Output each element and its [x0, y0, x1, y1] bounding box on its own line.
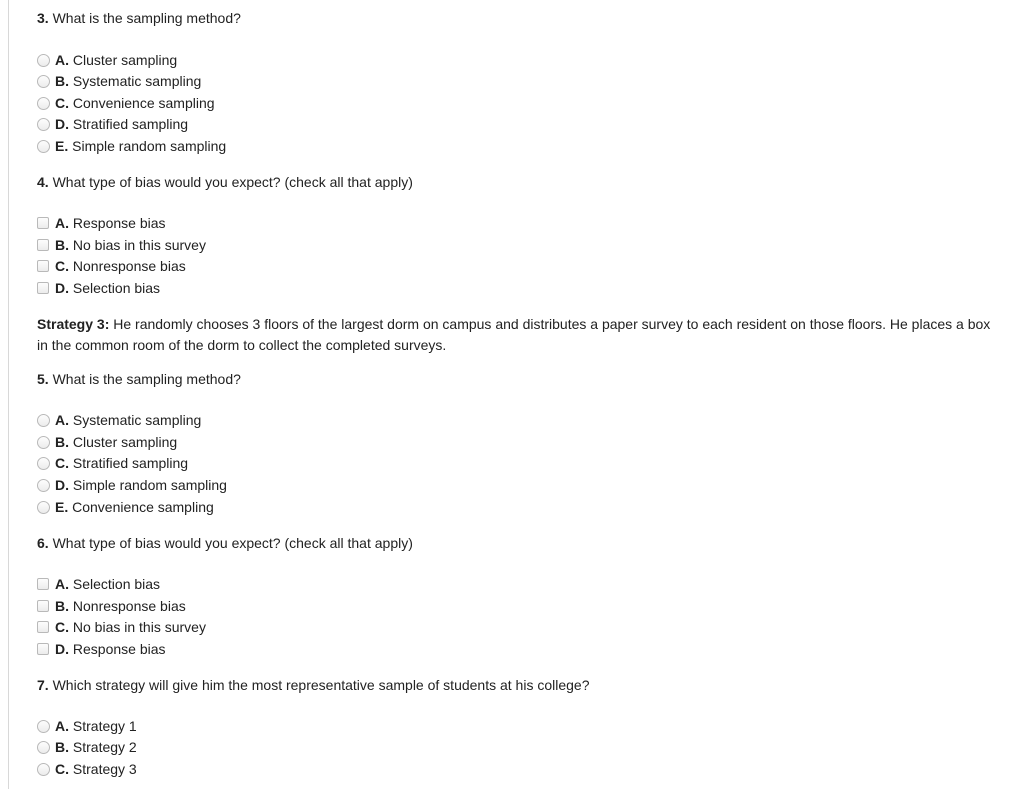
q4-option-b[interactable] — [37, 235, 206, 255]
checkbox[interactable] — [37, 260, 49, 272]
option-label: Simple random sampling — [72, 477, 227, 493]
q3-option-d[interactable] — [37, 114, 188, 134]
option-letter: D. — [55, 641, 69, 657]
q6-option-d[interactable] — [37, 639, 166, 659]
question-number: 6. — [37, 535, 49, 551]
option-label: Stratified sampling — [72, 116, 189, 132]
option-letter: B. — [55, 237, 69, 253]
q3-option-b[interactable] — [37, 71, 201, 91]
question-3 — [37, 9, 241, 27]
question-number: 3. — [37, 10, 49, 26]
radio-button[interactable] — [37, 763, 50, 776]
option-label: Response bias — [72, 641, 166, 657]
option-letter: A. — [55, 412, 69, 428]
q4-option-a[interactable] — [37, 213, 166, 233]
q5-option-a[interactable] — [37, 410, 201, 430]
radio-button[interactable] — [37, 140, 50, 153]
q5-option-d[interactable] — [37, 475, 227, 495]
radio-button[interactable] — [37, 118, 50, 131]
option-label: No bias in this survey — [72, 237, 206, 253]
option-label: Cluster sampling — [72, 434, 178, 450]
option-label: Convenience sampling — [72, 95, 215, 111]
radio-button[interactable] — [37, 457, 50, 470]
option-letter: A. — [55, 718, 69, 734]
option-letter: A. — [55, 52, 69, 68]
q3-option-e[interactable] — [37, 136, 226, 156]
q7-option-c[interactable] — [37, 759, 137, 779]
question-number: 7. — [37, 677, 49, 693]
q3-option-a[interactable] — [37, 50, 177, 70]
option-letter: B. — [55, 598, 69, 614]
radio-button[interactable] — [37, 720, 50, 733]
option-letter: B. — [55, 739, 69, 755]
checkbox[interactable] — [37, 282, 49, 294]
radio-button[interactable] — [37, 479, 50, 492]
option-letter: D. — [55, 280, 69, 296]
q6-option-b[interactable] — [37, 596, 186, 616]
radio-button[interactable] — [37, 741, 50, 754]
option-letter: D. — [55, 477, 69, 493]
option-letter: C. — [55, 258, 69, 274]
option-label: Response bias — [72, 215, 166, 231]
option-label: Selection bias — [72, 280, 161, 296]
option-letter: D. — [55, 116, 69, 132]
q7-option-a[interactable] — [37, 716, 137, 736]
strategy-lead: Strategy 3: — [37, 316, 110, 332]
left-border-line — [8, 0, 9, 789]
option-letter: A. — [55, 576, 69, 592]
question-text: What is the sampling method? — [52, 371, 241, 387]
q6-option-c[interactable] — [37, 617, 206, 637]
option-letter: C. — [55, 455, 69, 471]
question-text: What type of bias would you expect? (check all that apply) — [52, 174, 413, 190]
option-letter: C. — [55, 761, 69, 777]
option-label: Cluster sampling — [72, 52, 178, 68]
option-label: Systematic sampling — [72, 412, 202, 428]
option-letter: E. — [55, 138, 69, 154]
question-4 — [37, 173, 413, 191]
option-label: Nonresponse bias — [72, 598, 186, 614]
question-text: Which strategy will give him the most representative sample of students at his college? — [52, 677, 590, 693]
option-label: Simple random sampling — [72, 138, 227, 154]
radio-button[interactable] — [37, 75, 50, 88]
option-label: No bias in this survey — [72, 619, 206, 635]
option-letter: B. — [55, 73, 69, 89]
option-letter: E. — [55, 499, 69, 515]
checkbox[interactable] — [37, 217, 49, 229]
q4-option-d[interactable] — [37, 278, 160, 298]
question-text: What is the sampling method? — [52, 10, 241, 26]
q4-option-c[interactable] — [37, 256, 186, 276]
question-number: 5. — [37, 371, 49, 387]
option-letter: B. — [55, 434, 69, 450]
strategy-text: He randomly chooses 3 floors of the largest dorm on campus and distributes a paper survey to each resident on those floors. He places a box in the common room of the dorm to collect the completed surveys. — [37, 316, 991, 353]
q6-option-a[interactable] — [37, 574, 160, 594]
option-letter: C. — [55, 95, 69, 111]
question-7 — [37, 676, 590, 694]
radio-button[interactable] — [37, 54, 50, 67]
question-6 — [37, 534, 413, 552]
checkbox[interactable] — [37, 621, 49, 633]
option-label: Convenience sampling — [72, 499, 214, 515]
checkbox[interactable] — [37, 643, 49, 655]
question-text: What type of bias would you expect? (check all that apply) — [52, 535, 413, 551]
q7-option-b[interactable] — [37, 737, 137, 757]
checkbox[interactable] — [37, 600, 49, 612]
q5-option-b[interactable] — [37, 432, 177, 452]
option-label: Selection bias — [72, 576, 161, 592]
strategy-3-paragraph — [37, 314, 997, 355]
question-5 — [37, 370, 241, 388]
option-label: Strategy 2 — [72, 739, 137, 755]
option-label: Stratified sampling — [72, 455, 189, 471]
radio-button[interactable] — [37, 97, 50, 110]
radio-button[interactable] — [37, 501, 50, 514]
q3-option-c[interactable] — [37, 93, 215, 113]
q5-option-c[interactable] — [37, 453, 188, 473]
option-label: Systematic sampling — [72, 73, 202, 89]
option-letter: A. — [55, 215, 69, 231]
option-label: Nonresponse bias — [72, 258, 186, 274]
checkbox[interactable] — [37, 239, 49, 251]
checkbox[interactable] — [37, 578, 49, 590]
option-letter: C. — [55, 619, 69, 635]
question-number: 4. — [37, 174, 49, 190]
radio-button[interactable] — [37, 436, 50, 449]
q5-option-e[interactable] — [37, 497, 214, 517]
radio-button[interactable] — [37, 414, 50, 427]
option-label: Strategy 3 — [72, 761, 137, 777]
option-label: Strategy 1 — [72, 718, 137, 734]
